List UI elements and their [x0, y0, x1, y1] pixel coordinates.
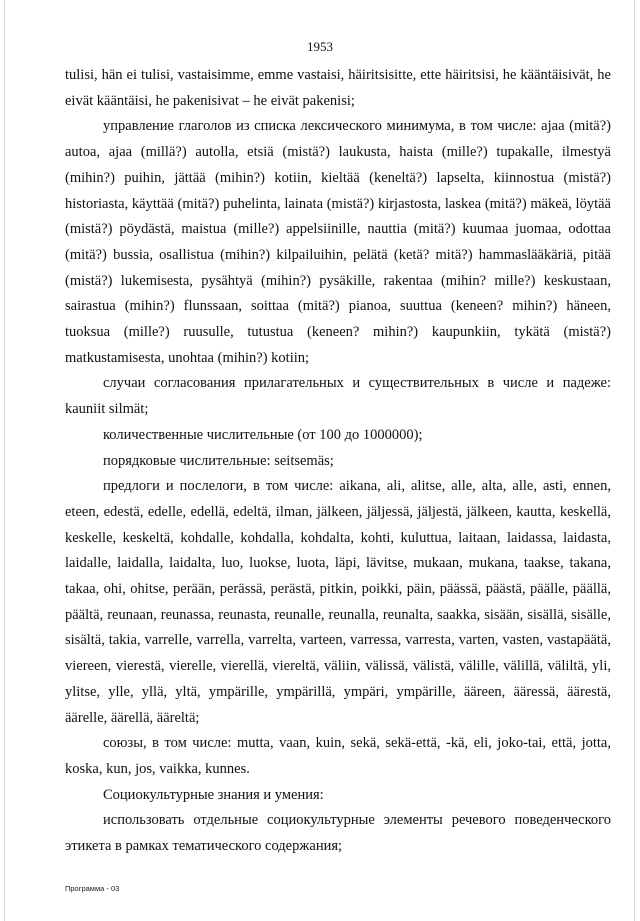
scan-edge-right [634, 0, 635, 921]
paragraph-prepositions: предлоги и послелоги, в том числе: aikana, ali, alitse, alle, alta, alle, asti, ennen, eteen, edestä, edelle, edellä, edeltä, ilman, jälkeen, jäljessä, jäljestä, jälkeen, kautta, keskellä, keskelle, keskeltä, kohdalle, kohdalla, kohdalta, kohti, kuluttua, laitaan, laidassa, laidasta, laidalle, laidalla, laidalta, luo, luokse, luota, läpi, lävitse, mukaan, mukana, taakse, takana, takaa, ohi, ohitse, perään, perässä, perästä, pitkin, poikki, päin, päässä, päästä, päälle, päällä, päältä, reunaan, reunassa, reunasta, reunalle, reunalla, reunalta, saakka, sisään, sisällä, sisälle, sisältä, takia, varrelle, varrella, varrelta, varteen, varressa, varresta, varten, vasten, vastapäätä, viereen, vierestä, vierelle, vierellä, viereltä, väliin, välissä, välistä, välille, välillä, väliltä, yli, ylitse, ylle, yllä, yltä, ympärille, ympärillä, ympäri, ympärille, ääreen, ääressä, äärestä, äärelle, äärellä, ääreltä; [65, 478, 611, 726]
section-heading-sociocultural: Социокультурные знания и умения: [103, 786, 324, 803]
paragraph-continuation: tulisi, hän ei tulisi, vastaisimme, emme vastaisi, häiritsisitte, ette häiritsisi, he kääntäisivät, he eivät kääntäisi, he pakenisivat – he eivät pakenisi; [65, 67, 611, 109]
page-number: 1953 [307, 39, 333, 54]
paragraph-conjunctions: союзы, в том числе: mutta, vaan, kuin, sekä, sekä-että, -kä, eli, joko-tai, että, jotta, koska, kun, jos, vaikka, kunnes. [65, 735, 611, 777]
paragraph-adjective-agreement: случаи согласования прилагательных и существительных в числе и падеже: kauniit silmät; [65, 375, 611, 418]
document-body [65, 63, 611, 860]
paragraph-ordinal-numerals: порядковые числительные: seitsemäs; [103, 452, 334, 469]
scan-edge-left [4, 0, 5, 921]
paragraph-cardinal-numerals: количественные числительные (от 100 до 1000000); [103, 426, 423, 443]
paragraph-verb-government: управление глаголов из списка лексического минимума, в том числе: ajaa (mitä?) autoa, ajaa (millä?) autolla, etsiä (mistä?) laukusta, haista (mille?) tupakalle, ilmestyä (mihin?) puihin, jättää (mihin?) kotiin, kieltää (keneltä?) lapselta, kiinnostua (mistä?) historiasta, käyttää (mitä?) puhelinta, lainata (mistä?) kirjastosta, laskea (mitä?) mäkeä, löytää (mistä?) pöydästä, maistua (mille?) appelsiinille, nauttia (mitä?) kuumaa juomaa, odottaa (mitä?) bussia, osallistua (mihin?) kilpailuihin, pelätä (ketä? mitä?) hammaslääkäriä, pitää (mistä?) lukemisesta, pysähtyä (mihin?) pysäkille, rakentaa (mihin? mille?) keskustaan, sairastua (mihin?) flunssaan, soittaa (mitä?) pianoa, suuttua (keneen? mihin?) häneen, tuoksua (mille?) ruusulle, tutustua (keneen? mihin?) kaupunkiin, tykätä (mistä?) matkustamisesta, unohtaa (mihin?) kotiin; [65, 118, 611, 366]
page-footer: Программа - 03 [65, 884, 120, 893]
paragraph-sociocultural-elements: использовать отдельные социокультурные элементы речевого поведенческого этикета в рамках тематического содержания; [65, 812, 611, 855]
